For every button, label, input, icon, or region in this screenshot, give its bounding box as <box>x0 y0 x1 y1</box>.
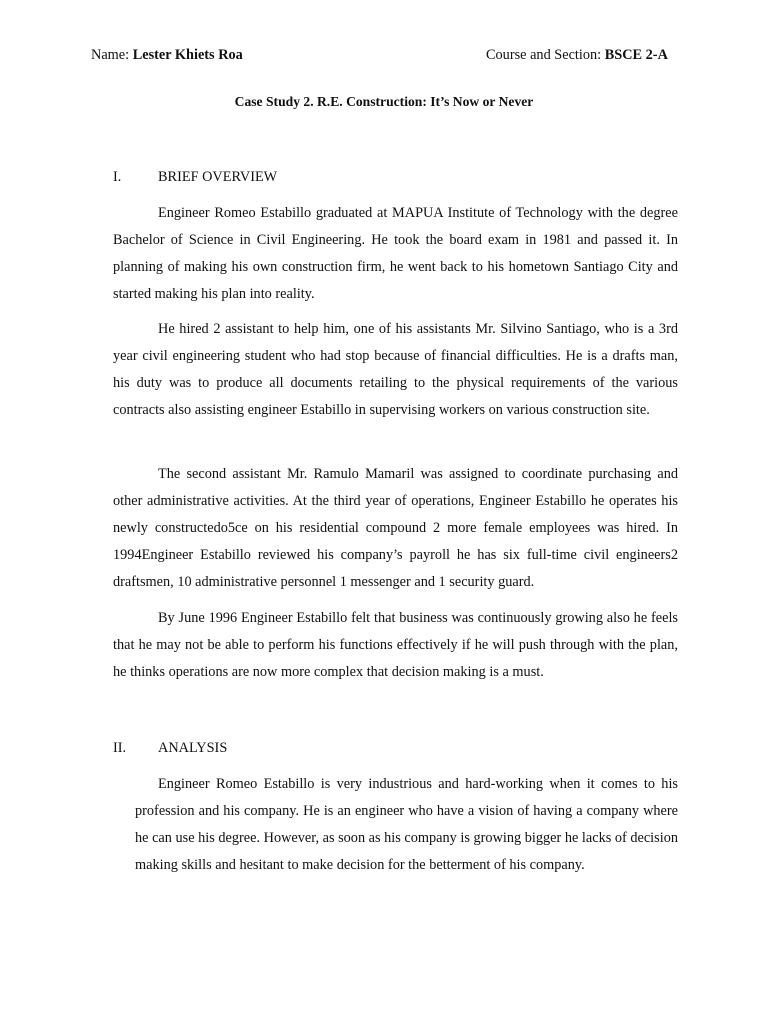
student-name <box>91 47 243 64</box>
paragraph: Engineer Romeo Estabillo graduated at MAPUA Institute of Technology with the degree Bachelor of Science in Civil Engineering. He took the board exam in 1981 and passed it. In planning of making his own construction firm, he went back to his hometown Santiago City and started making his plan into reality. <box>113 205 678 302</box>
section-heading-overview <box>113 169 277 186</box>
paragraph: He hired 2 assistant to help him, one of his assistants Mr. Silvino Santiago, who is a 3rd year civil engineering student who had stop because of financial difficulties. He is a drafts man, his duty was to produce all documents retailing to the physical requirements of the various contracts also assisting engineer Estabillo in supervising workers on various construction site. <box>113 321 678 418</box>
course-section <box>486 47 668 64</box>
section-number: II. <box>113 740 127 756</box>
course-value: BSCE 2-A <box>604 47 668 63</box>
name-label: Name: <box>91 47 130 63</box>
paragraph: Engineer Romeo Estabillo is very industrious and hard-working when it comes to his profession and his company. He is an engineer who have a vision of having a company where he can use his degree. However, as soon as his company is growing bigger he lacks of decision making skills and hesitant to make decision for the betterment of his company. <box>135 776 678 873</box>
section-heading-analysis <box>113 740 227 757</box>
name-value: Lester Khiets Roa <box>132 47 243 63</box>
section-title: BRIEF OVERVIEW <box>158 169 278 185</box>
course-label: Course and Section: <box>486 47 602 63</box>
section-title: ANALYSIS <box>158 740 228 756</box>
paragraph: The second assistant Mr. Ramulo Mamaril was assigned to coordinate purchasing and other administrative activities. At the third year of operations, Engineer Estabillo he operates his newly constructedo5ce on his residential compound 2 more female employees was hired. In 1994Engineer Estabillo reviewed his company’s payroll he has six full-time civil engineers2 draftsmen, 10 administrative personnel 1 messenger and 1 security guard. <box>113 466 678 590</box>
section-number: I. <box>113 169 122 185</box>
document-title: Case Study 2. R.E. Construction: It’s Now or Never <box>234 94 534 109</box>
paragraph: By June 1996 Engineer Estabillo felt that business was continuously growing also he feels that he may not be able to perform his functions effectively if he will push through with the plan, he thinks operations are now more complex that decision making is a must. <box>113 610 678 680</box>
